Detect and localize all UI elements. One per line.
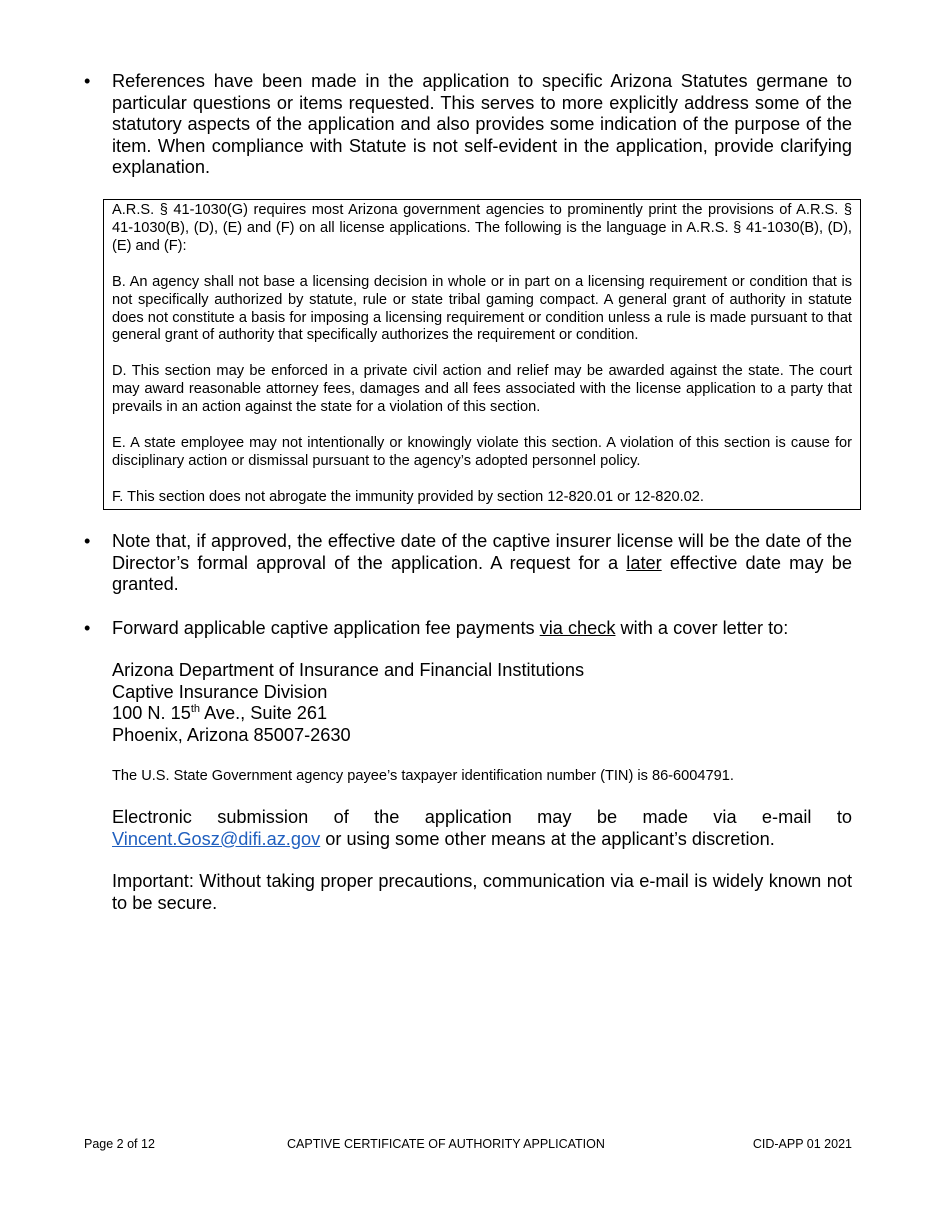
bullet-fee-payment	[84, 618, 852, 640]
bullet-effective-date-text	[112, 531, 852, 596]
address-line-2: Captive Insurance Division	[112, 681, 328, 702]
important-note: Important: Without taking proper precautions, communication via e-mail is widely known not to be secure.	[112, 871, 852, 913]
statute-section-f: F. This section does not abrogate the immunity provided by section 12-820.01 or 12-820.02.	[112, 488, 704, 505]
bullet-effective-date	[84, 531, 852, 596]
address-line-3: 100 N. 15th Ave., Suite 261	[112, 703, 328, 724]
fee-payment-underlined: via check	[539, 618, 616, 638]
fee-payment-text-before: Forward applicable captive application fee payments	[112, 618, 540, 638]
address-line-4: Phoenix, Arizona 85007-2630	[112, 724, 351, 745]
electronic-submission-text-before: Electronic submission of the application may be made via e-mail to	[112, 807, 852, 827]
statute-section-b: B. An agency shall not base a licensing decision in whole or in part on a licensing requirement or condition that is not specifically authorized by statute, rule or state tribal gaming compact. A general grant of authority in statute does not constitute a basis for imposing a licensing requirement or condition unless a rule is made pursuant to that general grant of authority that specifically authorizes the requirement or condition.	[112, 273, 852, 344]
effective-date-underlined: later	[626, 552, 662, 573]
bullet-statutes-text: References have been made in the application to specific Arizona Statutes germane to particular questions or items requested. This serves to more explicitly address some of the statutory aspects of the application and also provides some indication of the purpose of the item. When compliance with Statute is not self-evident in the application, provide clarifying explanation.	[112, 71, 852, 178]
statute-intro: A.R.S. § 41-1030(G) requires most Arizona government agencies to prominently print the provisions of A.R.S. § 41-1030(B), (D), (E) and (F) on all license applications. The following is the language in A.R.S. § 41-1030(B), (D), (E) and (F):	[112, 202, 852, 254]
statute-section-d: D. This section may be enforced in a private civil action and relief may be awarded against the state. The court may award reasonable attorney fees, damages and all fees associated with the license application to a party that prevails in an action against the state for a violation of this section.	[112, 363, 852, 416]
bullet-dot: •	[84, 71, 91, 91]
bullet-dot: •	[84, 618, 91, 638]
bullet-statutes	[84, 71, 852, 179]
footer-title: CAPTIVE CERTIFICATE OF AUTHORITY APPLICATION	[287, 1137, 605, 1151]
email-link[interactable]: Vincent.Gosz@difi.az.gov	[112, 828, 321, 849]
footer-form-id: CID-APP 01 2021	[752, 1137, 852, 1151]
statute-section-e: E. A state employee may not intentionally or knowingly violate this section. A violation of this section is cause for disciplinary action or dismissal pursuant to the agency’s adopted personnel policy.	[112, 435, 852, 469]
bullet-fee-payment-text	[112, 618, 852, 640]
fee-payment-text-after: with a cover letter to:	[615, 618, 789, 638]
effective-date-text-after: effective date may be granted.	[112, 552, 852, 595]
electronic-submission-text-after: or using some other means at the applicant’s discretion.	[320, 828, 775, 849]
footer-page-number: Page 2 of 12	[84, 1137, 155, 1151]
statute-box	[103, 199, 861, 510]
tin-note: The U.S. State Government agency payee’s taxpayer identification number (TIN) is 86-6004791.	[112, 768, 734, 784]
bullet-dot: •	[84, 531, 91, 551]
mailing-address	[112, 660, 584, 746]
electronic-submission	[112, 807, 852, 850]
address-line-1: Arizona Department of Insurance and Financial Institutions	[112, 660, 585, 680]
effective-date-text-before: Note that, if approved, the effective date of the captive insurer license will be the date of the Director’s formal approval of the application. A request for a	[112, 531, 852, 573]
